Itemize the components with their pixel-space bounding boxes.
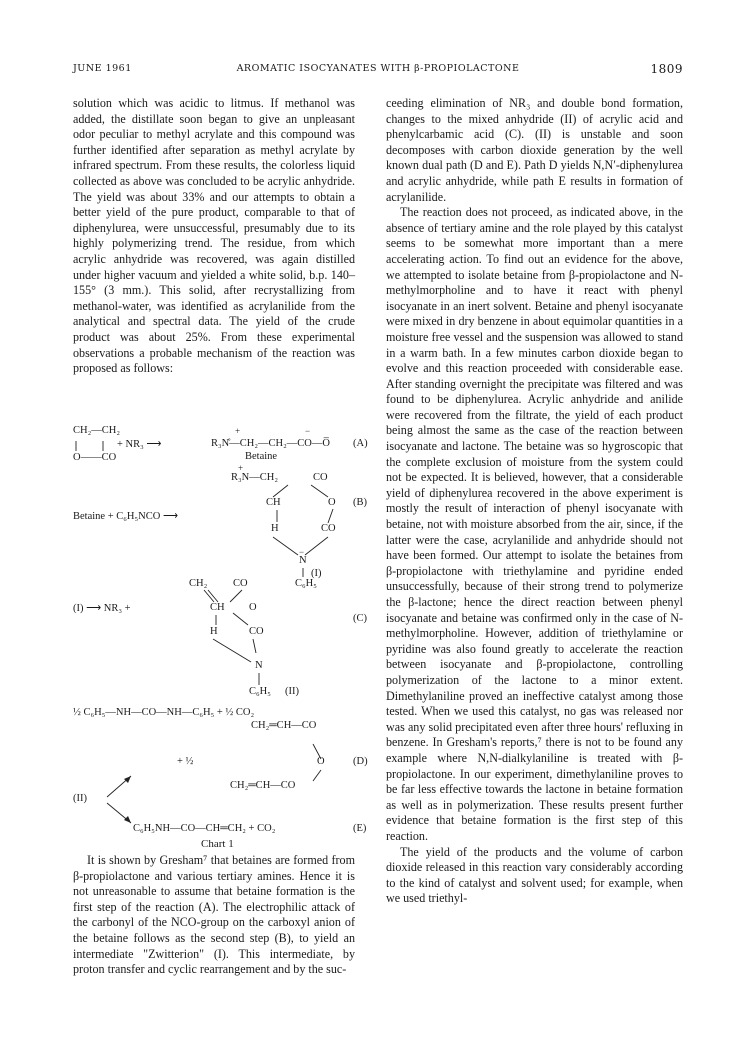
arrowhead-d <box>124 776 131 783</box>
c-c6h5: C₆H₅ <box>249 686 271 697</box>
d-o: O <box>317 756 325 767</box>
d-half: + ½ <box>177 756 194 767</box>
ii-label: (II) <box>73 793 87 804</box>
c-bond-4 <box>233 613 248 625</box>
b-plus-sign: + <box>238 463 244 473</box>
b-bond-2 <box>311 485 328 497</box>
c-h: H <box>210 626 218 637</box>
b-label-i: (I) <box>311 568 322 579</box>
left-column-top <box>73 96 355 377</box>
lactone-ch2-ch2: CH₂—CH₂ <box>73 425 120 436</box>
left-column-bottom <box>73 853 355 978</box>
d-acryloyl-top: CH₂═CH—CO <box>251 720 317 731</box>
equation-b-label: (B) <box>353 497 367 508</box>
c-co-top: CO <box>233 578 248 589</box>
right-paragraph-1: ceeding elimination of NR₃ and double bond formation, changes to the mixed anhydride (II) of acrylic acid and phenylcarbamic acid (C). (II) is unstable and soon decomposes with carbon dioxide generation by the well known dual path (D and E). Path D yields N,N′-diphenylurea and acrylic anhydride, while path E results in formation of acrylanilide. <box>386 96 683 204</box>
b-ch: CH <box>266 497 281 508</box>
equation-a-label: (A) <box>353 438 368 449</box>
d-urea-product: ½ C₆H₅—NH—CO—NH—C₆H₅ + ½ CO₂ <box>73 707 255 718</box>
b-bond-1 <box>273 485 288 497</box>
c-reactant: (I) ⟶ NR₃ + <box>73 603 131 614</box>
b-bond-6 <box>305 537 328 555</box>
b-bond-5 <box>273 537 298 555</box>
plus-nr3: + NR₃ ⟶ <box>117 439 162 450</box>
c-n: N <box>255 660 263 671</box>
betaine-minus-sign: − <box>305 426 311 436</box>
equation-d-label: (D) <box>353 756 368 767</box>
chart-caption: Chart 1 <box>201 838 234 850</box>
page-number: 1809 <box>650 62 683 76</box>
c-ch: CH <box>210 602 225 613</box>
lactone-o-co: O——CO <box>73 452 117 463</box>
b-o: O <box>328 497 336 508</box>
left-paragraph-1: solution which was acidic to litmus. If methanol was added, the distillate soon began to give an unpleasant odor peculiar to methyl acrylate and this compound was further identified after separation as methyl acrylate by infrared spectrum. From these results, the colorless liquid collected as above was concluded to be acrylic anhydride. The yield was about 33% and our attempts to obtain a better yield of the pure product, comparable to that of diphenylurea, were unsuccessful, presumably due to its highly polymerizing trend. The residue, from which acrylic anhydride was recovered, was again distilled under higher vacuum and yielded a white solid, b.p. 140–155° (3 mm.). This solid, after recrystallizing from methanol-water, was identified as acrylanilide from the analytical and spectral data. The yield of the crude product was about 25%. From these experimental observations a probable mechanism of the reaction was proposed as follows: <box>73 96 355 376</box>
arrowhead-e <box>124 816 131 823</box>
right-column <box>386 96 683 907</box>
c-co-mid: CO <box>249 626 264 637</box>
b-co-mid: CO <box>321 523 336 534</box>
c-bond-6 <box>213 639 251 662</box>
equation-e-label: (E) <box>353 823 367 834</box>
b-co-top: CO <box>313 472 328 483</box>
right-paragraph-3: The yield of the products and the volume of carbon dioxide released in this reaction vary considerably according to the kind of catalyst and solvent used; for example, when we used triethyl- <box>386 844 683 906</box>
c-bond-7 <box>253 639 256 653</box>
b-n: N <box>299 555 307 566</box>
c-bond-3 <box>230 590 242 602</box>
c-o: O <box>249 602 257 613</box>
betaine-plus-sign: + <box>235 426 241 436</box>
right-paragraph-2: The reaction does not proceed, as indicated above, in the absence of tertiary amine and the role played by this catalyst seems to be somewhat more important than a mere accelerating action. To find out an evidence for the above, we attempted to isolate betaine from β-propiolactone and N-methylmorpholine and to have it react with phenyl isocyanate in an inert solvent. Betaine and phenyl isocyanate were mixed in dry benzene in about equimolar quantities in a moisture free vessel and the suspension was allowed to stand in a warm bath. In a few minutes carbon dioxide began to evolve and this reaction proceeded with considerable ease. After standing overnight the precipitate was filtered and was found to be diphenylurea. Acrylic anhydride and anilide were recovered from the filtrate, the yield of each product being almost the same as the case of the reaction between isocyanate and lactone. The betaine was so hygroscopic that the complete exclusion of moisture from the system could not be expected. It is believed, however, that a considerable yield of diphenylurea recovered in the above experiment is mostly the result of interaction of phenyl isocyanate with betaine, not with moisture absorbed from the air, since, if the latter were the case, acrylanilide and anhydride should not have been formed. Our attempt to isolate the betaines from β-propiolactone with triethylamine and pyridine ended unsuccessfully, because of their strong trend to polymerize the β-lactone; hence the direct reaction between phenyl isocyanate and betaine was confirmed only in the case of N-methylmorpholine. However, addition of triethylamine or pyridine was also found greatly to accelerate the reaction between isocyanate and β-propiolactone, controlling polymerization of the lactone to a minor extent. Dimethylaniline proved an ineffective catalyst among those tested. When we used this catalyst, no gas was released nor was any solid precipitated even after three hours' refluxing in benzene. In Gresham's reports,⁷ there is not to be found any example where N,N-dialkylaniline is treated with β-propiolactone. In our experiment, dimethylaniline proves to be far less effective towards the lactone in betaine formation as well as in polymerization. These results present further evidence that betaine formation is the first step of this reaction. <box>386 205 683 843</box>
betaine-formula: R₃N̊—CH₂—CH₂—CO—O̅ <box>211 438 330 449</box>
b-c6h5: C₆H₅ <box>295 578 317 589</box>
d-acryloyl-bottom: CH₂═CH—CO <box>230 780 296 791</box>
d-bond-bottom <box>313 770 321 781</box>
header-title: AROMATIC ISOCYANATES WITH β-PROPIOLACTONE <box>236 63 520 74</box>
b-h: H <box>271 523 279 534</box>
reaction-chart <box>73 425 373 850</box>
b-r3n-ch2: R₃N—CH₂ <box>231 472 278 483</box>
header-date: JUNE 1961 <box>73 63 132 74</box>
running-head <box>73 63 683 79</box>
e-acrylanilide-product: C₆H₅NH—CO—CH═CH₂ + CO₂ <box>133 823 276 834</box>
c-label-ii: (II) <box>285 686 299 697</box>
b-minus-sign: − <box>299 547 305 557</box>
c-ch2: CH₂ <box>189 578 208 589</box>
left-paragraph-2: It is shown by Gresham⁷ that betaines are formed from β-propiolactone and various tertiary amines. Hence it is not unreasonable to assume that betaine formation is the first step of the reaction (A). The electrophilic attack of the carbonyl of the NCO-group on the carboxyl anion of the betaine follows as the second step (B), to yield an intermediate "Zwitterion" (I). This intermediate, by proton transfer and cyclic rearrangement and by the suc- <box>73 853 355 977</box>
equation-c-label: (C) <box>353 613 367 624</box>
b-bond-4 <box>328 509 333 523</box>
reaction-bonds <box>73 425 373 845</box>
betaine-name: Betaine <box>245 451 278 462</box>
b-reactants: Betaine + C₆H₅NCO ⟶ <box>73 511 178 522</box>
